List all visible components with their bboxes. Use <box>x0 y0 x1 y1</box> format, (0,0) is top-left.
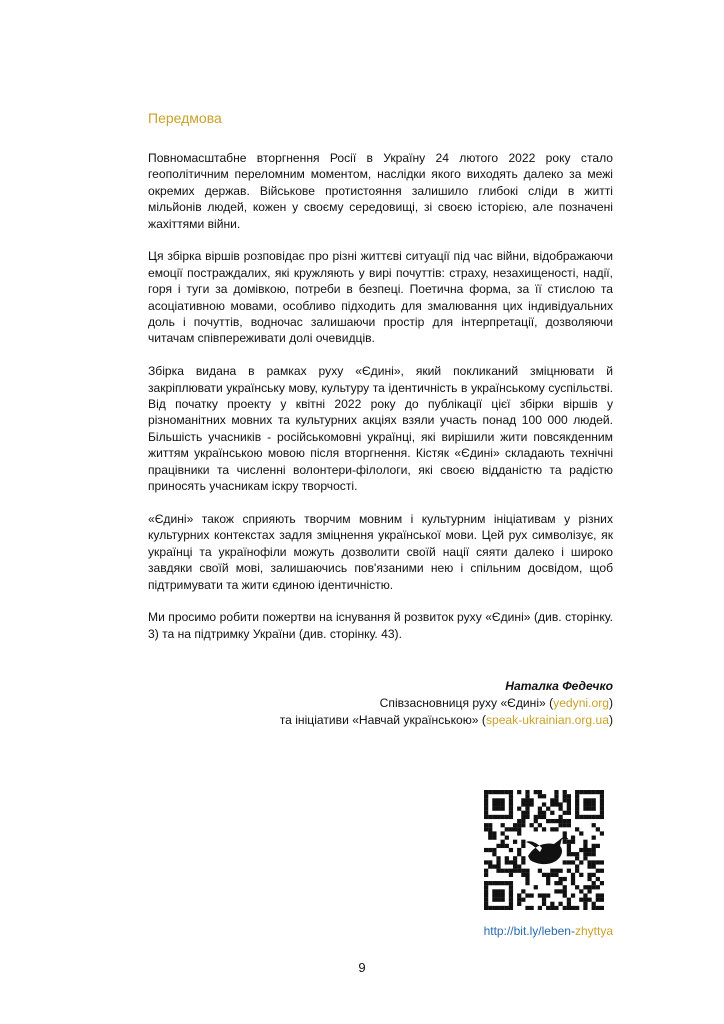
author-name: Наталка Федечко <box>505 679 613 693</box>
bitly-link-yellow: zhyttya <box>574 924 613 938</box>
qr-code[interactable] <box>484 790 604 910</box>
yedyni-link[interactable]: yedyni.org <box>553 696 609 710</box>
speak-ukrainian-link[interactable]: speak-ukrainian.org.ua <box>485 713 609 727</box>
paragraph: Ми просимо робити пожертви на існування й розвиток руху «Єдині» (див. сторінку. 3) та на підтримку України (див. сторінку. 43). <box>148 610 613 641</box>
signature-line-1 <box>280 695 613 712</box>
signature-line-1-suffix: ) <box>608 696 613 710</box>
page-number: 9 <box>358 960 366 975</box>
bitly-link[interactable] <box>484 924 613 938</box>
signature-block <box>280 678 613 729</box>
section-heading: Передмова <box>148 110 222 126</box>
paragraph: Збірка видана в рамках руху «Єдині», який покликаний зміцнювати й закріплювати українську мову, культуру та ідентичність в українському суспільстві. Від початку проекту у квітні 2022 року до публікації цієї збірки віршів у різноманітних мовних та культурних акціях взяли участь понад 100 000 людей. Більшість учасників - російськомовні українці, які вирішили жити повсякденним життям українською мовою після вторгнення. Кістяк «Єдині» складають технічні працівники та численні волонтери-філологи, які своєю відданістю та радістю приносять учасникам іскру творчості. <box>148 364 613 494</box>
paragraph: Повномасштабне вторгнення Росії в Україну 24 лютого 2022 року стало геополітичним переломним моментом, наслідки якого виходять далеко за межі окремих держав. Військове протистояння залишило глибокі сліди в житті мільйонів людей, кожен у своєму середовищі, зі своєю історією, але позначені жахіттями війни. <box>148 151 613 231</box>
signature-line-2-suffix: ) <box>608 713 613 727</box>
paragraph: «Єдині» також сприяють творчим мовним і культурним ініціативам у різних культурних контекстах задля зміцнення української мови. Цей рух символізує, як українці та українофіли можуть дозволити своїй нації сяяти далеко і широко завдяки своїй мові, залишаючись пов'язаними нею і спільним досвідом, щоб підтримувати та жити єдиною ідентичністю. <box>148 511 613 592</box>
signature-line-2 <box>280 712 613 729</box>
signature-line-2-prefix: та ініціативи «Навчай українською» ( <box>279 713 486 727</box>
bitly-link-blue: http://bit.ly/leben- <box>483 924 575 938</box>
body-text <box>148 150 613 659</box>
paragraph: Ця збірка віршів розповідає про різні життєві ситуації під час війни, відображаючи емоції постраждалих, які кружляють у вирі почуттів: страху, незахищеності, надії, горя і туги за домівкою, потреби в безпеці. Поетична форма, за її стислою та асоціативною мовами, особливо підходить для змалювання цих індивідуальних доль і почуттів, водночас залишаючи простір для інтерпретації, дозволяючи читачам співпереживати долі очевидців. <box>148 249 613 346</box>
signature-line-1-prefix: Співзасновниця руху «Єдині» ( <box>379 696 554 710</box>
